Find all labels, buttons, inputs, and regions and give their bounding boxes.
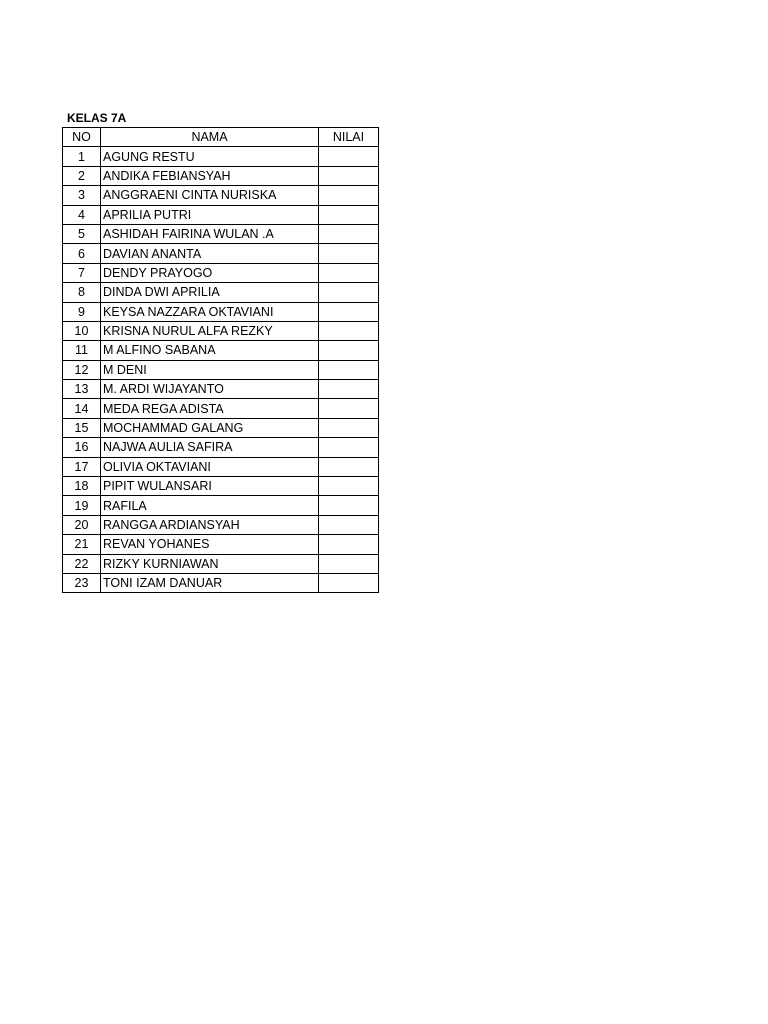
header-nilai: NILAI bbox=[319, 128, 379, 147]
cell-no: 12 bbox=[63, 360, 101, 379]
cell-nama: OLIVIA OKTAVIANI bbox=[101, 457, 319, 476]
cell-nilai bbox=[319, 573, 379, 592]
cell-no: 15 bbox=[63, 418, 101, 437]
table-row bbox=[63, 554, 379, 573]
cell-nama: DENDY PRAYOGO bbox=[101, 263, 319, 282]
cell-nama: NAJWA AULIA SAFIRA bbox=[101, 438, 319, 457]
table-row bbox=[63, 496, 379, 515]
cell-nilai bbox=[319, 283, 379, 302]
student-table bbox=[62, 127, 379, 593]
table-header-row bbox=[63, 128, 379, 147]
cell-no: 20 bbox=[63, 515, 101, 534]
cell-nama: PIPIT WULANSARI bbox=[101, 477, 319, 496]
table-row bbox=[63, 283, 379, 302]
cell-nilai bbox=[319, 418, 379, 437]
cell-no: 22 bbox=[63, 554, 101, 573]
cell-nilai bbox=[319, 147, 379, 166]
cell-nilai bbox=[319, 321, 379, 340]
table-row bbox=[63, 477, 379, 496]
table-row bbox=[63, 244, 379, 263]
cell-no: 2 bbox=[63, 166, 101, 185]
cell-no: 8 bbox=[63, 283, 101, 302]
cell-nilai bbox=[319, 515, 379, 534]
cell-nilai bbox=[319, 186, 379, 205]
cell-nilai bbox=[319, 399, 379, 418]
cell-nama: RAFILA bbox=[101, 496, 319, 515]
cell-nilai bbox=[319, 496, 379, 515]
cell-nama: RIZKY KURNIAWAN bbox=[101, 554, 319, 573]
class-sheet bbox=[62, 110, 379, 593]
cell-nama: DAVIAN ANANTA bbox=[101, 244, 319, 263]
cell-nilai bbox=[319, 535, 379, 554]
table-row bbox=[63, 573, 379, 592]
sheet-title: KELAS 7A bbox=[67, 111, 127, 125]
cell-no: 11 bbox=[63, 341, 101, 360]
cell-nilai bbox=[319, 360, 379, 379]
cell-nilai bbox=[319, 263, 379, 282]
cell-nama: ANDIKA FEBIANSYAH bbox=[101, 166, 319, 185]
cell-nama: MOCHAMMAD GALANG bbox=[101, 418, 319, 437]
cell-nama: M ALFINO SABANA bbox=[101, 341, 319, 360]
cell-nilai bbox=[319, 302, 379, 321]
table-row bbox=[63, 166, 379, 185]
cell-no: 4 bbox=[63, 205, 101, 224]
table-row bbox=[63, 457, 379, 476]
cell-nilai bbox=[319, 166, 379, 185]
cell-no: 18 bbox=[63, 477, 101, 496]
table-row bbox=[63, 205, 379, 224]
cell-no: 17 bbox=[63, 457, 101, 476]
table-row bbox=[63, 438, 379, 457]
table-row bbox=[63, 380, 379, 399]
table-row bbox=[63, 360, 379, 379]
cell-no: 13 bbox=[63, 380, 101, 399]
cell-nama: M. ARDI WIJAYANTO bbox=[101, 380, 319, 399]
table-row bbox=[63, 341, 379, 360]
cell-no: 21 bbox=[63, 535, 101, 554]
cell-nama: RANGGA ARDIANSYAH bbox=[101, 515, 319, 534]
header-no: NO bbox=[63, 128, 101, 147]
cell-no: 23 bbox=[63, 573, 101, 592]
table-row bbox=[63, 399, 379, 418]
cell-nama: ANGGRAENI CINTA NURISKA bbox=[101, 186, 319, 205]
table-row bbox=[63, 224, 379, 243]
cell-no: 10 bbox=[63, 321, 101, 340]
table-row bbox=[63, 321, 379, 340]
table-row bbox=[63, 302, 379, 321]
cell-nama: KRISNA NURUL ALFA REZKY bbox=[101, 321, 319, 340]
cell-nilai bbox=[319, 224, 379, 243]
cell-nilai bbox=[319, 438, 379, 457]
cell-no: 3 bbox=[63, 186, 101, 205]
cell-nilai bbox=[319, 341, 379, 360]
cell-nama: M DENI bbox=[101, 360, 319, 379]
table-row bbox=[63, 515, 379, 534]
table-row bbox=[63, 186, 379, 205]
cell-nama: APRILIA PUTRI bbox=[101, 205, 319, 224]
cell-no: 5 bbox=[63, 224, 101, 243]
cell-no: 14 bbox=[63, 399, 101, 418]
header-nama: NAMA bbox=[101, 128, 319, 147]
cell-nilai bbox=[319, 457, 379, 476]
cell-nilai bbox=[319, 205, 379, 224]
cell-no: 16 bbox=[63, 438, 101, 457]
cell-nilai bbox=[319, 244, 379, 263]
table-row bbox=[63, 535, 379, 554]
table-row bbox=[63, 263, 379, 282]
cell-no: 19 bbox=[63, 496, 101, 515]
cell-nama: AGUNG RESTU bbox=[101, 147, 319, 166]
table-row bbox=[63, 418, 379, 437]
cell-nilai bbox=[319, 477, 379, 496]
cell-nama: REVAN YOHANES bbox=[101, 535, 319, 554]
cell-nama: DINDA DWI APRILIA bbox=[101, 283, 319, 302]
cell-nama: KEYSA NAZZARA OKTAVIANI bbox=[101, 302, 319, 321]
cell-no: 1 bbox=[63, 147, 101, 166]
table-row bbox=[63, 147, 379, 166]
cell-no: 7 bbox=[63, 263, 101, 282]
cell-nama: TONI IZAM DANUAR bbox=[101, 573, 319, 592]
cell-nilai bbox=[319, 380, 379, 399]
cell-no: 9 bbox=[63, 302, 101, 321]
cell-nama: ASHIDAH FAIRINA WULAN .A bbox=[101, 224, 319, 243]
cell-nama: MEDA REGA ADISTA bbox=[101, 399, 319, 418]
cell-nilai bbox=[319, 554, 379, 573]
cell-no: 6 bbox=[63, 244, 101, 263]
